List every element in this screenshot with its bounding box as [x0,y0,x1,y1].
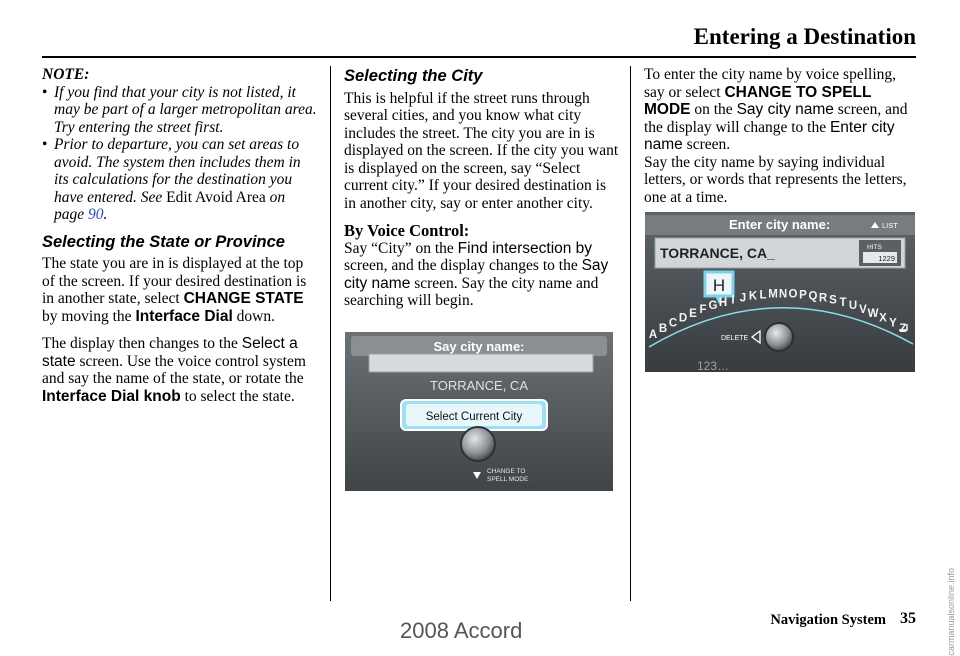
note-heading: NOTE: [42,66,90,83]
bottom-row: 123… [697,359,730,372]
page-header-title: Entering a Destination [693,24,916,49]
letter-key[interactable]: E [689,307,697,320]
letter-key[interactable]: L [759,289,767,302]
ui-term: Interface Dial knob [42,387,181,405]
section-heading-state: Selecting the State or Province [42,232,285,251]
letter-key[interactable]: Q [808,290,818,303]
spell-paragraph-1: To enter the city name by voice spelling, say or select CHANGE TO SPELL MODE on the Say city name screen, and the display will change to the Enter city name screen. [644,66,908,153]
watermark: carmanualsonline.info [946,568,956,656]
change-to-hint-1: CHANGE TO [487,468,526,475]
select-current-city-label: Select Current City [425,411,523,423]
ui-term: Say city name [736,101,834,118]
letter-key[interactable]: M [768,288,778,301]
hits-label: HITS [867,244,882,251]
say-city-title: Say city name: [433,339,525,354]
note-text: on page [54,188,286,223]
ui-term: Interface Dial [135,307,233,325]
letter-key[interactable]: K [748,290,758,303]
say-city-name-screen [345,332,613,491]
selected-letter: H [712,276,726,295]
letter-key[interactable]: I [731,294,735,307]
interface-dial-knob [461,427,495,461]
letter-key[interactable]: P [799,289,807,302]
letter-key[interactable]: O [788,288,798,301]
spell-paragraph-2: Say the city name by saying individual letters, or words that represents the letters, one at a time. [644,153,907,206]
letter-key[interactable]: R [818,292,828,305]
state-paragraph-1: The state you are in is displayed at the top of the screen. If your desired destination is in another state, select CHANGE STATE by moving the Interface Dial down. [42,255,307,325]
header-rule [42,56,916,58]
enter-city-name-screen [645,212,915,372]
city-paragraph-1: This is helpful if the street runs through several cities, and you know what city includes the street. The city you are in is displayed on the screen. If the city you want is displayed on the screen, say “Select current city.” If your desired destination is in another city, say or enter another city. [344,89,619,212]
footer-title: Navigation System [770,612,886,628]
note-item [42,84,317,137]
interface-dial-knob [765,323,793,351]
note-text: If you find that your city is not listed, it may be part of a larger metropolitan area. Try entering the street first. [54,83,317,136]
letter-key[interactable]: J [739,292,747,305]
ui-term: Find intersection by [457,239,593,257]
note-text: Prior to departure, you can set areas to avoid. The system then includes them in its calculations for the destination you have entered. See [54,136,301,206]
state-paragraph-2: The display then changes to the Select a state screen. Use the voice control system and say the name of the state, or rotate the Interface Dial knob to select the state. [42,335,306,405]
ui-term: Select a state [42,335,298,370]
note-block [42,66,317,224]
letter-key[interactable]: S [829,294,837,307]
letter-key[interactable]: X [879,312,887,325]
list-label: LIST [882,221,898,230]
change-to-hint-2: SPELL MODE [487,476,529,483]
note-item [42,136,317,224]
delete-label: DELETE [721,335,749,342]
column-divider [330,66,331,601]
column-middle [344,66,620,320]
letter-key[interactable]: D [678,312,688,325]
ui-term: Enter city name [644,118,895,153]
page-link[interactable]: 90 [88,206,104,223]
hits-value: 1229 [878,254,895,263]
column-left [42,66,317,415]
letter-key[interactable]: N [778,288,788,301]
section-heading-city: Selecting the City [344,67,483,85]
ui-term: CHANGE TO SPELL MODE [644,83,872,118]
letter-key[interactable]: H [718,297,728,310]
voice-control-heading: By Voice Control: [344,221,470,240]
note-ref-title: Edit Avoid Area [166,188,266,206]
letter-key[interactable]: Z [899,323,907,335]
letter-key[interactable]: A [648,329,658,341]
letter-key[interactable]: U [848,300,858,313]
letter-key[interactable]: T [839,297,847,310]
letter-key[interactable]: Y [889,317,897,330]
current-city-text: TORRANCE, CA [430,378,528,393]
note-text: . [103,206,108,223]
column-divider [630,66,631,601]
column-right [644,66,920,216]
letter-key[interactable]: G [708,300,718,313]
letter-key[interactable]: C [668,317,678,330]
footer-model: 2008 Accord [400,618,523,643]
letter-key[interactable]: B [658,323,668,335]
page-number: 35 [900,610,916,627]
city-input-value: TORRANCE, CA_ [660,245,775,261]
letter-key[interactable]: F [699,303,707,316]
ui-term: Say city name [344,257,609,292]
letter-key[interactable]: V [859,303,867,316]
enter-city-title: Enter city name: [729,217,831,232]
city-paragraph-2: Say “City” on the Find intersection by screen, and the display changes to the Say city name screen. Say the city name and searching will begin. [344,239,609,309]
ui-term: CHANGE STATE [183,290,304,307]
letter-key[interactable]: W [867,307,879,320]
